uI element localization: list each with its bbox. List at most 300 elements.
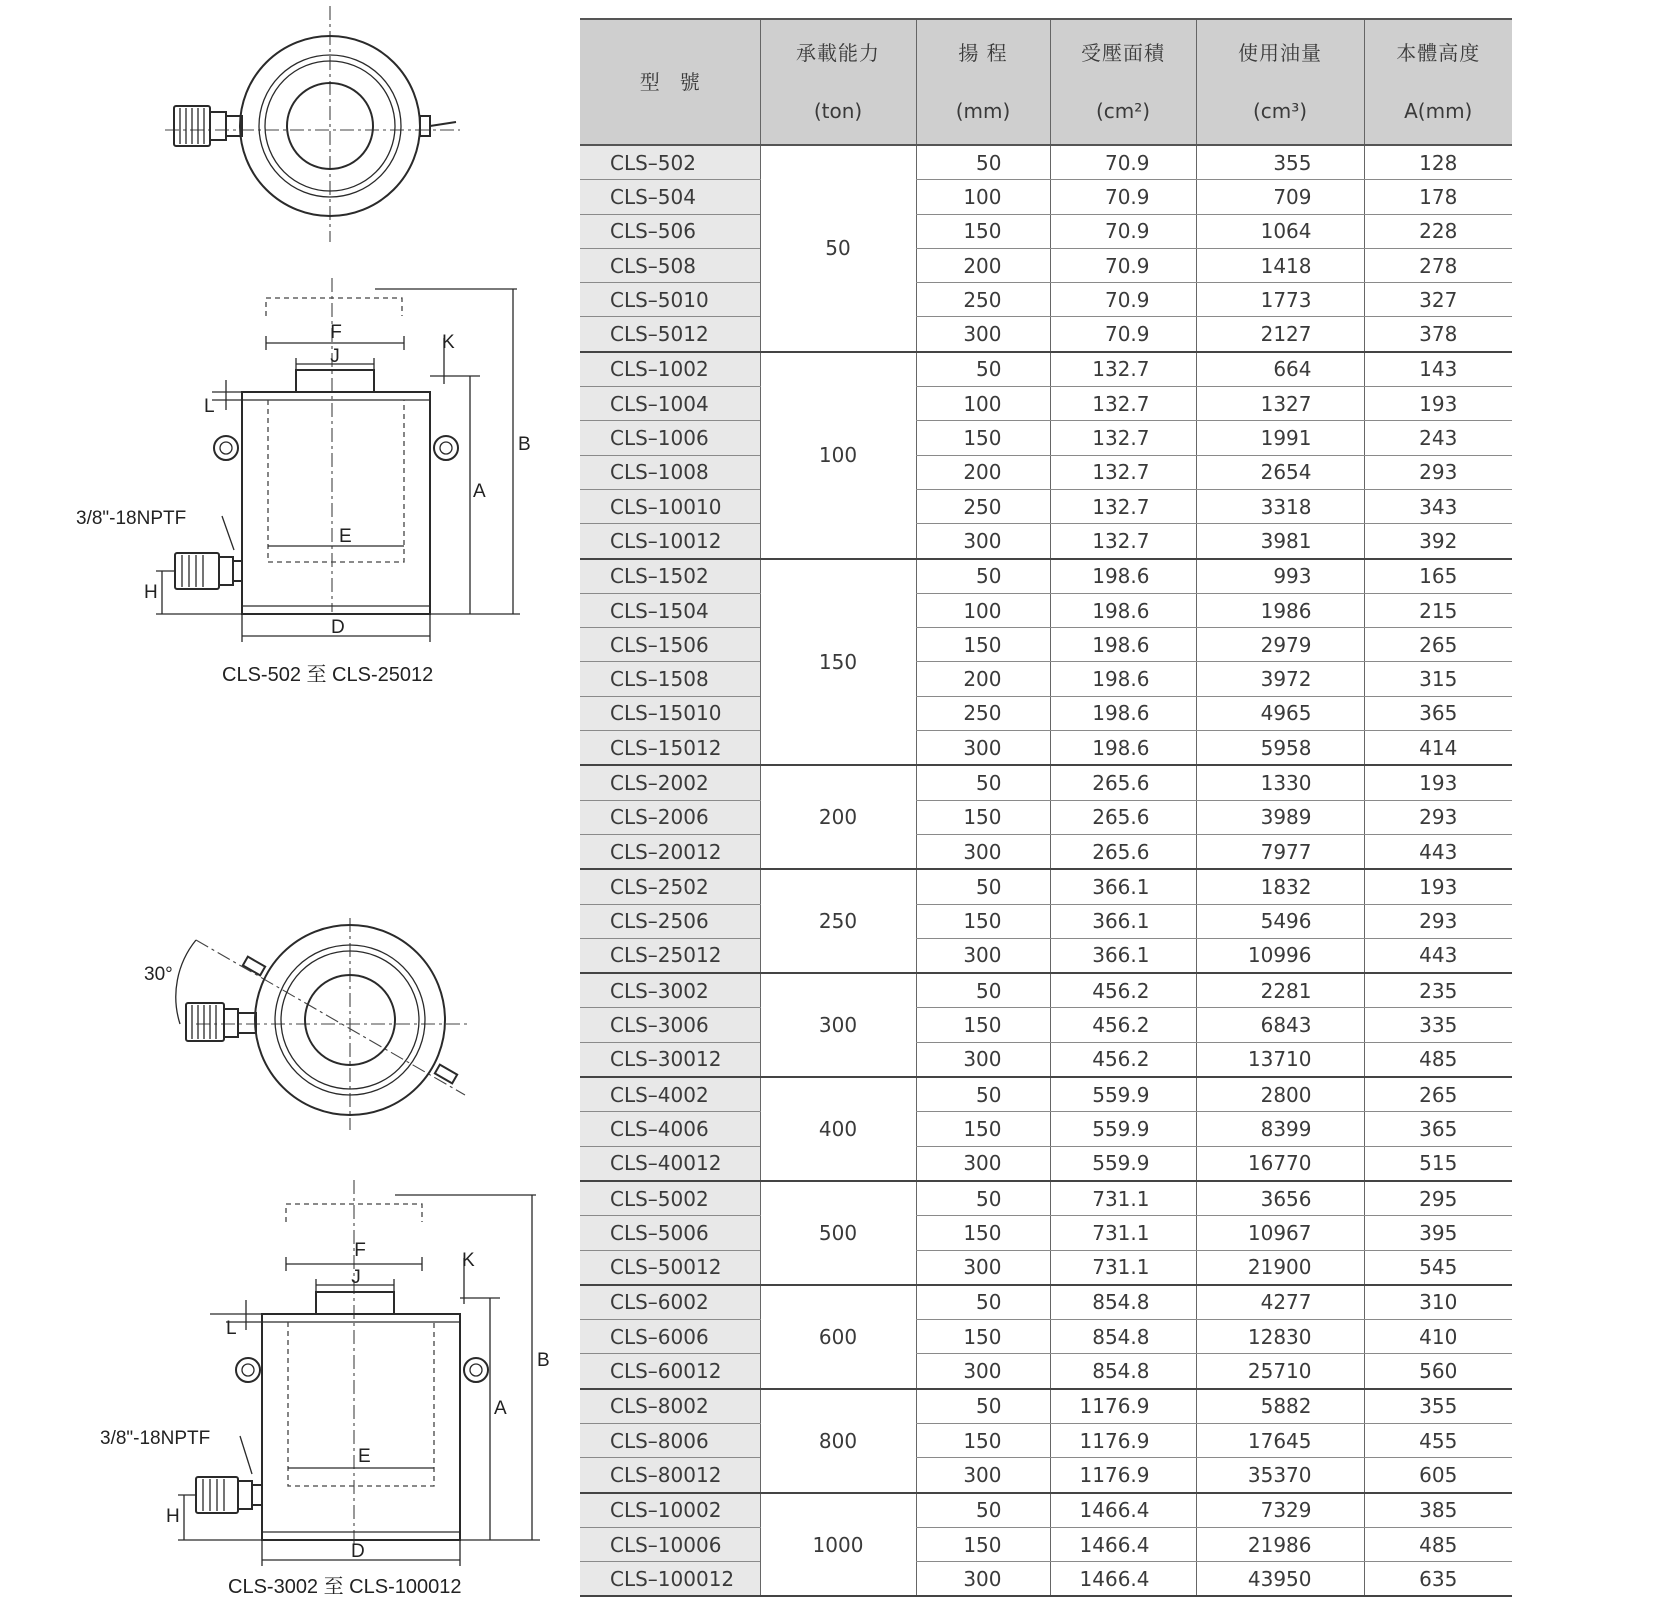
label-B: B: [518, 434, 531, 455]
height-cell: 545: [1364, 1250, 1512, 1285]
stroke-cell: 100: [916, 593, 1050, 627]
label-B2: B: [537, 1350, 550, 1371]
oil-cell: 4965: [1196, 696, 1364, 730]
model-cell: CLS–2502: [580, 869, 760, 904]
area-cell: 70.9: [1050, 317, 1196, 352]
model-cell: CLS–15010: [580, 696, 760, 730]
model-cell: CLS–2006: [580, 800, 760, 834]
area-cell: 731.1: [1050, 1181, 1196, 1216]
label-K: K: [442, 332, 455, 353]
oil-cell: 10996: [1196, 938, 1364, 973]
capacity-cell: 400: [760, 1077, 916, 1181]
height-cell: 235: [1364, 973, 1512, 1008]
label-L2: L: [226, 1318, 237, 1339]
area-cell: 198.6: [1050, 559, 1196, 594]
area-cell: 198.6: [1050, 593, 1196, 627]
capacity-cell: 50: [760, 145, 916, 352]
stroke-cell: 50: [916, 352, 1050, 387]
area-cell: 198.6: [1050, 628, 1196, 662]
height-cell: 385: [1364, 1493, 1512, 1528]
label-F: F: [330, 322, 342, 343]
model-cell: CLS–508: [580, 248, 760, 282]
table-row: [580, 869, 1512, 904]
stroke-cell: 50: [916, 1493, 1050, 1528]
capacity-cell: 200: [760, 765, 916, 869]
height-cell: 355: [1364, 1389, 1512, 1424]
height-cell: 215: [1364, 593, 1512, 627]
table-row: [580, 834, 1512, 869]
model-cell: CLS–100012: [580, 1562, 760, 1597]
table-row: [580, 765, 1512, 800]
model-cell: CLS–3006: [580, 1008, 760, 1042]
caption-top: CLS-502 至 CLS-25012: [222, 664, 434, 686]
top-view-small: [165, 6, 460, 242]
table-row: [580, 1423, 1512, 1457]
area-cell: 559.9: [1050, 1112, 1196, 1146]
area-cell: 1176.9: [1050, 1458, 1196, 1493]
label-E: E: [339, 526, 352, 547]
stroke-cell: 250: [916, 283, 1050, 317]
label-J2: J: [351, 1267, 361, 1288]
area-cell: 132.7: [1050, 387, 1196, 421]
model-cell: CLS–1008: [580, 455, 760, 489]
oil-cell: 993: [1196, 559, 1364, 594]
stroke-cell: 50: [916, 1077, 1050, 1112]
oil-cell: 21900: [1196, 1250, 1364, 1285]
label-H: H: [144, 582, 158, 603]
height-cell: 243: [1364, 421, 1512, 455]
oil-cell: 3972: [1196, 662, 1364, 696]
stroke-cell: 300: [916, 317, 1050, 352]
label-E2: E: [358, 1446, 371, 1467]
table-row: [580, 1285, 1512, 1320]
height-cell: 455: [1364, 1423, 1512, 1457]
table-row: [580, 973, 1512, 1008]
model-cell: CLS–4002: [580, 1077, 760, 1112]
table-row: [580, 662, 1512, 696]
height-cell: 310: [1364, 1285, 1512, 1320]
stroke-cell: 150: [916, 1112, 1050, 1146]
area-cell: 1466.4: [1050, 1562, 1196, 1597]
table-row: [580, 1458, 1512, 1493]
model-cell: CLS–2506: [580, 904, 760, 938]
model-cell: CLS–1506: [580, 628, 760, 662]
height-cell: 193: [1364, 869, 1512, 904]
model-cell: CLS–8002: [580, 1389, 760, 1424]
model-cell: CLS–20012: [580, 834, 760, 869]
height-cell: 165: [1364, 559, 1512, 594]
area-cell: 854.8: [1050, 1285, 1196, 1320]
model-cell: CLS–1504: [580, 593, 760, 627]
label-L: L: [204, 396, 215, 417]
oil-cell: 3989: [1196, 800, 1364, 834]
model-cell: CLS–25012: [580, 938, 760, 973]
header-oil: 使用油量 (cm³): [1196, 19, 1364, 145]
cylinder-drawings: [0, 0, 560, 1589]
capacity-cell: 250: [760, 869, 916, 973]
area-cell: 366.1: [1050, 904, 1196, 938]
height-cell: 443: [1364, 938, 1512, 973]
model-cell: CLS–10002: [580, 1493, 760, 1528]
area-cell: 198.6: [1050, 731, 1196, 766]
model-cell: CLS–30012: [580, 1042, 760, 1077]
capacity-cell: 300: [760, 973, 916, 1077]
height-cell: 635: [1364, 1562, 1512, 1597]
area-cell: 132.7: [1050, 524, 1196, 559]
area-cell: 366.1: [1050, 938, 1196, 973]
height-cell: 293: [1364, 455, 1512, 489]
label-angle: 30°: [144, 964, 173, 985]
oil-cell: 3318: [1196, 489, 1364, 523]
header-model: 型 號: [580, 19, 760, 145]
height-cell: 293: [1364, 800, 1512, 834]
label-J: J: [330, 346, 340, 367]
caption-bottom: CLS-3002 至 CLS-100012: [228, 1576, 462, 1598]
area-cell: 1466.4: [1050, 1527, 1196, 1561]
model-cell: CLS–4006: [580, 1112, 760, 1146]
label-A: A: [473, 481, 486, 502]
oil-cell: 1986: [1196, 593, 1364, 627]
header-height: 本體高度 A(mm): [1364, 19, 1512, 145]
table-row: [580, 1527, 1512, 1561]
label-port: 3/8"-18NPTF: [76, 508, 187, 529]
capacity-cell: 600: [760, 1285, 916, 1389]
height-cell: 265: [1364, 1077, 1512, 1112]
oil-cell: 1064: [1196, 214, 1364, 248]
table-row: [580, 214, 1512, 248]
height-cell: 560: [1364, 1354, 1512, 1389]
label-F2: F: [354, 1240, 366, 1261]
height-cell: 485: [1364, 1042, 1512, 1077]
model-cell: CLS–80012: [580, 1458, 760, 1493]
stroke-cell: 150: [916, 904, 1050, 938]
area-cell: 731.1: [1050, 1216, 1196, 1250]
model-cell: CLS–5010: [580, 283, 760, 317]
oil-cell: 1327: [1196, 387, 1364, 421]
stroke-cell: 250: [916, 489, 1050, 523]
table-row: [580, 904, 1512, 938]
area-cell: 70.9: [1050, 180, 1196, 214]
label-D: D: [331, 617, 345, 638]
height-cell: 315: [1364, 662, 1512, 696]
model-cell: CLS–5006: [580, 1216, 760, 1250]
label-port2: 3/8"-18NPTF: [100, 1428, 211, 1449]
oil-cell: 664: [1196, 352, 1364, 387]
model-cell: CLS–6002: [580, 1285, 760, 1320]
oil-cell: 6843: [1196, 1008, 1364, 1042]
oil-cell: 10967: [1196, 1216, 1364, 1250]
stroke-cell: 300: [916, 731, 1050, 766]
model-cell: CLS–2002: [580, 765, 760, 800]
stroke-cell: 300: [916, 524, 1050, 559]
model-cell: CLS–1508: [580, 662, 760, 696]
height-cell: 365: [1364, 1112, 1512, 1146]
height-cell: 178: [1364, 180, 1512, 214]
table-row: [580, 1042, 1512, 1077]
height-cell: 365: [1364, 696, 1512, 730]
height-cell: 193: [1364, 387, 1512, 421]
height-cell: 410: [1364, 1320, 1512, 1354]
model-cell: CLS–1002: [580, 352, 760, 387]
model-cell: CLS–506: [580, 214, 760, 248]
model-cell: CLS–504: [580, 180, 760, 214]
oil-cell: 2800: [1196, 1077, 1364, 1112]
stroke-cell: 300: [916, 1354, 1050, 1389]
table-row: [580, 800, 1512, 834]
area-cell: 265.6: [1050, 800, 1196, 834]
oil-cell: 1418: [1196, 248, 1364, 282]
oil-cell: 21986: [1196, 1527, 1364, 1561]
stroke-cell: 200: [916, 248, 1050, 282]
table-row: [580, 1112, 1512, 1146]
table-row: [580, 1493, 1512, 1528]
stroke-cell: 300: [916, 1458, 1050, 1493]
stroke-cell: 300: [916, 938, 1050, 973]
label-K2: K: [462, 1250, 475, 1271]
stroke-cell: 100: [916, 387, 1050, 421]
table-row: [580, 1562, 1512, 1597]
capacity-cell: 150: [760, 559, 916, 766]
oil-cell: 25710: [1196, 1354, 1364, 1389]
area-cell: 70.9: [1050, 214, 1196, 248]
height-cell: 128: [1364, 145, 1512, 180]
model-cell: CLS–15012: [580, 731, 760, 766]
table-row: [580, 731, 1512, 766]
oil-cell: 1773: [1196, 283, 1364, 317]
side-view-large: [100, 1180, 550, 1566]
stroke-cell: 150: [916, 628, 1050, 662]
area-cell: 854.8: [1050, 1354, 1196, 1389]
oil-cell: 2654: [1196, 455, 1364, 489]
height-cell: 605: [1364, 1458, 1512, 1493]
table-row: [580, 1008, 1512, 1042]
model-cell: CLS–50012: [580, 1250, 760, 1285]
table-row: [580, 1389, 1512, 1424]
spec-table: [580, 18, 1512, 1597]
area-cell: 1176.9: [1050, 1423, 1196, 1457]
area-cell: 731.1: [1050, 1250, 1196, 1285]
capacity-cell: 500: [760, 1181, 916, 1285]
oil-cell: 12830: [1196, 1320, 1364, 1354]
table-row: [580, 593, 1512, 627]
table-row: [580, 145, 1512, 180]
stroke-cell: 50: [916, 869, 1050, 904]
area-cell: 132.7: [1050, 352, 1196, 387]
oil-cell: 35370: [1196, 1458, 1364, 1493]
table-row: [580, 352, 1512, 387]
model-cell: CLS–3002: [580, 973, 760, 1008]
oil-cell: 7329: [1196, 1493, 1364, 1528]
stroke-cell: 250: [916, 696, 1050, 730]
table-row: [580, 559, 1512, 594]
oil-cell: 5958: [1196, 731, 1364, 766]
area-cell: 265.6: [1050, 765, 1196, 800]
height-cell: 327: [1364, 283, 1512, 317]
area-cell: 70.9: [1050, 145, 1196, 180]
table-body: [580, 145, 1512, 1596]
oil-cell: 3981: [1196, 524, 1364, 559]
oil-cell: 8399: [1196, 1112, 1364, 1146]
oil-cell: 43950: [1196, 1562, 1364, 1597]
height-cell: 295: [1364, 1181, 1512, 1216]
drawings-panel: [0, 0, 560, 1598]
model-cell: CLS–10006: [580, 1527, 760, 1561]
table-row: [580, 1354, 1512, 1389]
height-cell: 343: [1364, 489, 1512, 523]
area-cell: 70.9: [1050, 248, 1196, 282]
table-row: [580, 1181, 1512, 1216]
model-cell: CLS–10012: [580, 524, 760, 559]
stroke-cell: 150: [916, 421, 1050, 455]
stroke-cell: 150: [916, 1008, 1050, 1042]
table-row: [580, 283, 1512, 317]
oil-cell: 2127: [1196, 317, 1364, 352]
table-row: [580, 317, 1512, 352]
height-cell: 293: [1364, 904, 1512, 938]
stroke-cell: 150: [916, 800, 1050, 834]
table-row: [580, 180, 1512, 214]
stroke-cell: 300: [916, 1250, 1050, 1285]
model-cell: CLS–1004: [580, 387, 760, 421]
model-cell: CLS–5012: [580, 317, 760, 352]
model-cell: CLS–6006: [580, 1320, 760, 1354]
area-cell: 1466.4: [1050, 1493, 1196, 1528]
area-cell: 132.7: [1050, 489, 1196, 523]
header-capacity: 承載能力 (ton): [760, 19, 916, 145]
table-row: [580, 387, 1512, 421]
oil-cell: 355: [1196, 145, 1364, 180]
oil-cell: 17645: [1196, 1423, 1364, 1457]
height-cell: 392: [1364, 524, 1512, 559]
height-cell: 335: [1364, 1008, 1512, 1042]
oil-cell: 2281: [1196, 973, 1364, 1008]
capacity-cell: 800: [760, 1389, 916, 1493]
table-row: [580, 1250, 1512, 1285]
stroke-cell: 150: [916, 1216, 1050, 1250]
area-cell: 854.8: [1050, 1320, 1196, 1354]
height-cell: 395: [1364, 1216, 1512, 1250]
height-cell: 414: [1364, 731, 1512, 766]
area-cell: 70.9: [1050, 283, 1196, 317]
model-cell: CLS–40012: [580, 1146, 760, 1181]
stroke-cell: 50: [916, 145, 1050, 180]
table-row: [580, 1320, 1512, 1354]
table-row: [580, 248, 1512, 282]
height-cell: 378: [1364, 317, 1512, 352]
area-cell: 456.2: [1050, 973, 1196, 1008]
height-cell: 485: [1364, 1527, 1512, 1561]
stroke-cell: 300: [916, 834, 1050, 869]
table-row: [580, 696, 1512, 730]
height-cell: 515: [1364, 1146, 1512, 1181]
height-cell: 443: [1364, 834, 1512, 869]
header-stroke: 揚 程 (mm): [916, 19, 1050, 145]
table-row: [580, 938, 1512, 973]
area-cell: 198.6: [1050, 662, 1196, 696]
label-D2: D: [351, 1541, 365, 1562]
model-cell: CLS–5002: [580, 1181, 760, 1216]
table-row: [580, 1146, 1512, 1181]
oil-cell: 1991: [1196, 421, 1364, 455]
header-area: 受壓面積 (cm²): [1050, 19, 1196, 145]
stroke-cell: 300: [916, 1042, 1050, 1077]
model-cell: CLS–8006: [580, 1423, 760, 1457]
area-cell: 456.2: [1050, 1008, 1196, 1042]
area-cell: 456.2: [1050, 1042, 1196, 1077]
area-cell: 132.7: [1050, 455, 1196, 489]
table-row: [580, 421, 1512, 455]
capacity-cell: 100: [760, 352, 916, 559]
stroke-cell: 150: [916, 1320, 1050, 1354]
stroke-cell: 100: [916, 180, 1050, 214]
area-cell: 559.9: [1050, 1146, 1196, 1181]
model-cell: CLS–1502: [580, 559, 760, 594]
model-cell: CLS–10010: [580, 489, 760, 523]
stroke-cell: 50: [916, 1285, 1050, 1320]
table-row: [580, 524, 1512, 559]
stroke-cell: 300: [916, 1562, 1050, 1597]
table-row: [580, 1216, 1512, 1250]
label-H2: H: [166, 1506, 180, 1527]
height-cell: 193: [1364, 765, 1512, 800]
table-row: [580, 489, 1512, 523]
area-cell: 198.6: [1050, 696, 1196, 730]
area-cell: 265.6: [1050, 834, 1196, 869]
stroke-cell: 200: [916, 455, 1050, 489]
table-row: [580, 455, 1512, 489]
stroke-cell: 150: [916, 214, 1050, 248]
stroke-cell: 50: [916, 765, 1050, 800]
side-view-small: [76, 278, 531, 642]
oil-cell: 1832: [1196, 869, 1364, 904]
oil-cell: 7977: [1196, 834, 1364, 869]
table-header-row: [580, 19, 1512, 145]
capacity-cell: 1000: [760, 1493, 916, 1597]
height-cell: 143: [1364, 352, 1512, 387]
oil-cell: 5496: [1196, 904, 1364, 938]
model-cell: CLS–502: [580, 145, 760, 180]
area-cell: 1176.9: [1050, 1389, 1196, 1424]
area-cell: 132.7: [1050, 421, 1196, 455]
label-A2: A: [494, 1398, 507, 1419]
oil-cell: 1330: [1196, 765, 1364, 800]
area-cell: 559.9: [1050, 1077, 1196, 1112]
table-row: [580, 1077, 1512, 1112]
stroke-cell: 200: [916, 662, 1050, 696]
oil-cell: 16770: [1196, 1146, 1364, 1181]
stroke-cell: 50: [916, 559, 1050, 594]
stroke-cell: 150: [916, 1527, 1050, 1561]
oil-cell: 5882: [1196, 1389, 1364, 1424]
oil-cell: 3656: [1196, 1181, 1364, 1216]
height-cell: 228: [1364, 214, 1512, 248]
top-view-large: [144, 918, 470, 1130]
oil-cell: 4277: [1196, 1285, 1364, 1320]
stroke-cell: 50: [916, 973, 1050, 1008]
stroke-cell: 300: [916, 1146, 1050, 1181]
height-cell: 278: [1364, 248, 1512, 282]
stroke-cell: 50: [916, 1181, 1050, 1216]
oil-cell: 2979: [1196, 628, 1364, 662]
oil-cell: 13710: [1196, 1042, 1364, 1077]
height-cell: 265: [1364, 628, 1512, 662]
model-cell: CLS–1006: [580, 421, 760, 455]
stroke-cell: 50: [916, 1389, 1050, 1424]
area-cell: 366.1: [1050, 869, 1196, 904]
table-row: [580, 628, 1512, 662]
model-cell: CLS–60012: [580, 1354, 760, 1389]
oil-cell: 709: [1196, 180, 1364, 214]
